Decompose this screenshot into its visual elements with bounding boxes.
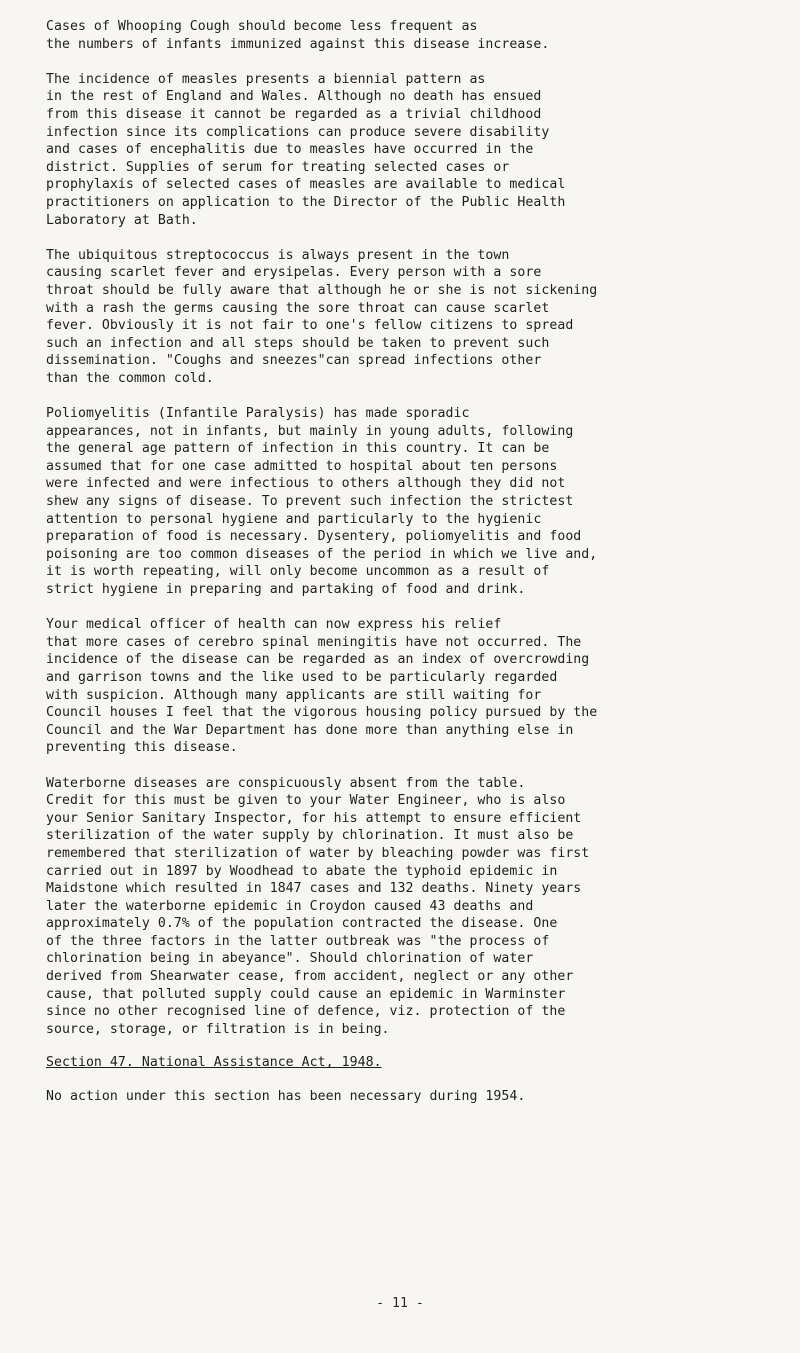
paragraph-waterborne-diseases: Waterborne diseases are conspicuously absent from the table. Credit for this must be given to your Water Engineer, who is also your Senior Sanitary Inspector, for his attempt to ensure efficient sterilization of the water supply by chlorination. It must also be remembered that sterilization of water by bleaching powder was first carried out in 1897 by Woodhead to abate the typhoid epidemic in Maidstone which resulted in 1847 cases and 132 deaths. Ninety years later the waterborne epidemic in Croydon caused 43 deaths and approximately 0.7% of the population contracted the disease. One of the three factors in the latter outbreak was "the process of chlorination being in abeyance". Should chlorination of water derived from Shearwater cease, from accident, neglect or any other cause, that polluted supply could cause an epidemic in Warminster since no other recognised line of defence, viz. protection of the source, storage, or filtration is in being. — [46, 775, 590, 1037]
page-number: - 11 - — [376, 1296, 424, 1311]
paragraph-whooping-cough: Cases of Whooping Cough should become less frequent as the numbers of infants immunized against this disease increase. — [46, 19, 550, 52]
paragraph-measles: The incidence of measles presents a biennial pattern as in the rest of England and Wales. Although no death has ensued from this disease it cannot be regarded as a trivial childhood infection since its complications can produce severe disability and cases of encephalitis due to measles have occurred in the district. Supplies of serum for treating selected cases or prophylaxis of selected cases of measles are available to medical practitioners on application to the Director of the Public Health Laboratory at Bath. — [46, 71, 566, 228]
section-heading: Section 47. National Assistance Act, 1948. — [46, 1055, 382, 1071]
section-text: No action under this section has been necessary during 1954. — [46, 1089, 526, 1105]
paragraph-streptococcus: The ubiquitous streptococcus is always present in the town causing scarlet fever and erysipelas. Every person with a sore throat should be fully aware that although he or she is not sickening with a rash the germs causing the sore throat can cause scarlet fever. Obviously it is not fair to one's fellow citizens to spread such an infection and all steps should be taken to prevent such dissemination. "Coughs and sneezes"can spread infections other than the common cold. — [46, 247, 598, 386]
paragraph-poliomyelitis: Poliomyelitis (Infantile Paralysis) has made sporadic appearances, not in infants, but mainly in young adults, following the general age pattern of infection in this country. It can be assumed that for one case admitted to hospital about ten persons were infected and were infectious to others although they did not shew any signs of disease. To prevent such infection the strictest attention to personal hygiene and particularly to the hygienic preparation of food is necessary. Dysentery, poliomyelitis and food poisoning are too common diseases of the period in which we live and, it is worth repeating, will only become uncommon as a result of strict hygiene in preparing and partaking of food and drink. — [46, 406, 598, 597]
paragraph-meningitis: Your medical officer of health can now express his relief that more cases of cerebro spinal meningitis have not occurred. The incidence of the disease can be regarded as an index of overcrowding and garrison towns and the like used to be particularly regarded with suspicion. Although many applicants are still waiting for Council houses I feel that the vigorous housing policy pursued by the Council and the War Department has done more than anything else in preventing this disease. — [46, 617, 598, 756]
